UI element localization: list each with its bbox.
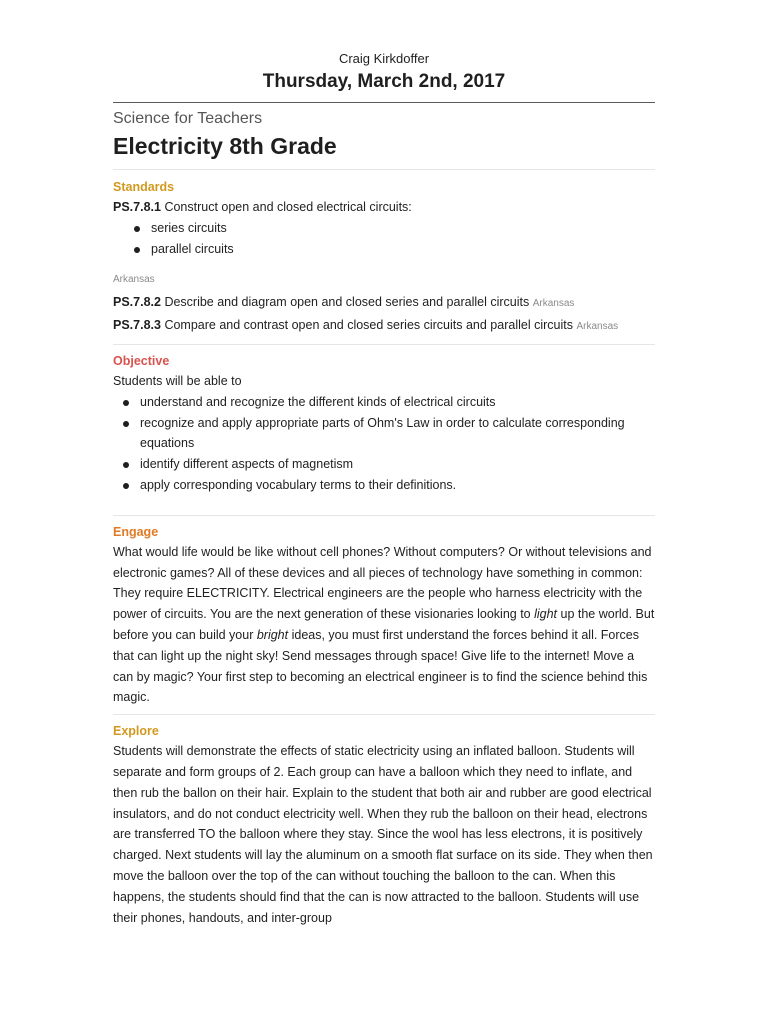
list-item [113, 475, 655, 496]
list-item [113, 413, 655, 455]
bullet-icon [123, 400, 129, 406]
list-item-text: parallel circuits [151, 241, 234, 256]
list-item-text: understand and recognize the different kinds of electrical circuits [140, 394, 496, 409]
list-item [113, 392, 655, 413]
standard-text: Describe and diagram open and closed series and parallel circuits [164, 295, 530, 310]
objective-intro: Students will be able to [113, 373, 242, 388]
standard-state: Arkansas [532, 298, 575, 310]
standards-heading: Standards [113, 180, 175, 194]
section-divider [113, 344, 655, 345]
standard-item [113, 292, 655, 315]
explore-text: Students will demonstrate the effects of static electricity using an inflated balloon. Students will separate and form groups of 2. Each group can have a balloon which they need to inflate, and then rub the ballon on their hair. Explain to the student that both air and rubber are good electrical insulators, and do not conduct electricity well. When they rub the balloon on their head, electrons are transferred TO the balloon where they stay. Since the wool has less electrons, it is positively charged. Next students will lay the aluminum on a smooth flat surface on its side. They when then move the balloon over the top of the can without touching the balloon to the can. When this happens, the students should find that the can is now attracted to the balloon. Students will use their phones, handouts, and inter-group [113, 744, 653, 925]
lesson-title: Electricity 8th Grade [113, 133, 337, 159]
section-divider [113, 714, 655, 715]
list-item-text: recognize and apply appropriate parts of Ohm's Law in order to calculate corresponding equations [140, 415, 625, 451]
standard-item [113, 197, 655, 218]
bullet-icon [134, 226, 140, 232]
objective-section [113, 351, 655, 496]
standard-text: Construct open and closed electrical circuits: [164, 200, 412, 214]
list-item [113, 239, 655, 260]
standard-state: Arkansas [113, 274, 155, 286]
engage-text [113, 542, 655, 708]
standards-section [113, 177, 655, 338]
engage-emphasis: bright [256, 627, 289, 642]
engage-heading: Engage [113, 524, 159, 539]
author-name: Craig Kirkdoffer [338, 51, 430, 66]
course-name: Science for Teachers [113, 110, 263, 127]
standard-code: PS.7.8.2 [113, 295, 161, 310]
engage-section [113, 522, 655, 708]
lesson-date: Thursday, March 2nd, 2017 [262, 71, 506, 92]
standard-code: PS.7.8.1 [113, 200, 161, 214]
section-divider [113, 169, 655, 170]
engage-text-part: up the world. But before you can build your [113, 607, 655, 642]
standard-code: PS.7.8.3 [113, 318, 161, 333]
standard-text: Compare and contrast open and closed series circuits and parallel circuits [164, 318, 573, 333]
objective-heading: Objective [113, 353, 170, 368]
engage-text-part: What would life would be like without cell phones? Without computers? Or without televisions and electronic games? All of these devices and all pieces of technology have something in common: They require ELECTRICITY. Electrical engineers are the people who harness electricity with the power of circuits. You are the next generation of these visionaries looking to [113, 544, 652, 622]
section-divider [113, 515, 655, 516]
bullet-icon [123, 421, 129, 427]
engage-emphasis: light [534, 607, 558, 622]
bullet-icon [123, 483, 129, 489]
list-item-text: apply corresponding vocabulary terms to their definitions. [140, 477, 457, 492]
explore-heading: Explore [113, 724, 159, 739]
list-item-text: series circuits [151, 220, 227, 235]
explore-section [113, 721, 655, 928]
header-divider [113, 102, 655, 103]
list-item [113, 454, 655, 475]
lesson-plan-page [113, 0, 655, 928]
standard-state: Arkansas [576, 321, 619, 333]
bullet-icon [123, 462, 129, 468]
standard-bullet-list [113, 218, 655, 260]
standard-item [113, 315, 655, 338]
objective-bullet-list [113, 392, 655, 496]
list-item [113, 218, 655, 239]
list-item-text: identify different aspects of magnetism [140, 457, 354, 472]
bullet-icon [134, 247, 140, 253]
engage-text-part: ideas, you must first understand the forces behind it all. Forces that can light up the night sky! Send messages through space! Give life to the internet! Move a can by magic? Your first step to becoming an electrical engineer is to find the science behind this magic. [113, 627, 648, 705]
